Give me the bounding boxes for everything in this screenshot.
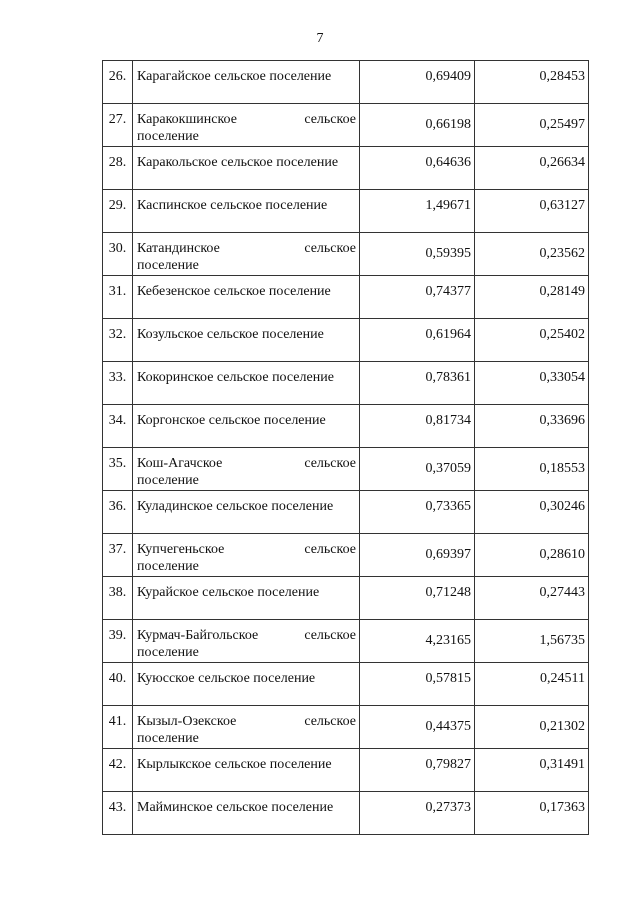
settlement-name: Кырлыкское сельское поселение	[133, 749, 360, 792]
row-number: 30.	[103, 233, 133, 276]
value-2: 0,23562	[475, 233, 589, 276]
table-row	[103, 749, 589, 792]
row-number: 39.	[103, 620, 133, 663]
row-number: 37.	[103, 534, 133, 577]
table-row	[103, 233, 589, 276]
table-row	[103, 620, 589, 663]
value-1: 0,74377	[360, 276, 475, 319]
settlement-name: Карагайское сельское поселение	[133, 61, 360, 104]
value-1: 0,27373	[360, 792, 475, 835]
settlement-name	[133, 534, 360, 577]
settlement-name-part: сельское	[304, 241, 356, 256]
value-2: 0,24511	[475, 663, 589, 706]
settlement-name: Майминское сельское поселение	[133, 792, 360, 835]
row-number: 34.	[103, 405, 133, 448]
table-row	[103, 405, 589, 448]
settlement-name-part: Кош-Агачское	[137, 456, 223, 471]
table-row	[103, 491, 589, 534]
row-number: 35.	[103, 448, 133, 491]
settlement-name: Куюсское сельское поселение	[133, 663, 360, 706]
value-1: 0,71248	[360, 577, 475, 620]
settlement-name-line: поселение	[137, 258, 199, 273]
settlement-name-part: Каракокшинское	[137, 112, 237, 127]
row-number: 33.	[103, 362, 133, 405]
settlement-name-line	[137, 111, 356, 128]
value-2: 0,28453	[475, 61, 589, 104]
row-number: 38.	[103, 577, 133, 620]
row-number: 40.	[103, 663, 133, 706]
settlement-name	[133, 233, 360, 276]
table-body	[103, 61, 589, 835]
table-row	[103, 663, 589, 706]
value-1: 0,57815	[360, 663, 475, 706]
settlement-name-line	[137, 627, 356, 644]
table-row	[103, 147, 589, 190]
value-1: 0,64636	[360, 147, 475, 190]
value-2: 1,56735	[475, 620, 589, 663]
settlement-name-part: сельское	[304, 112, 356, 127]
value-1: 0,44375	[360, 706, 475, 749]
settlement-name-part: Курмач-Байгольское	[137, 628, 259, 643]
settlement-name: Коргонское сельское поселение	[133, 405, 360, 448]
settlement-name-part: сельское	[304, 628, 356, 643]
settlement-name	[133, 104, 360, 147]
settlement-name: Кебезенское сельское поселение	[133, 276, 360, 319]
value-1: 0,66198	[360, 104, 475, 147]
settlement-name-line: поселение	[137, 129, 199, 144]
value-2: 0,17363	[475, 792, 589, 835]
settlement-name: Курайское сельское поселение	[133, 577, 360, 620]
table-row	[103, 104, 589, 147]
settlement-name-part: Катандинское	[137, 241, 220, 256]
value-2: 0,33696	[475, 405, 589, 448]
value-1: 0,78361	[360, 362, 475, 405]
row-number: 27.	[103, 104, 133, 147]
row-number: 41.	[103, 706, 133, 749]
row-number: 32.	[103, 319, 133, 362]
settlement-name-line	[137, 541, 356, 558]
row-number: 42.	[103, 749, 133, 792]
value-2: 0,33054	[475, 362, 589, 405]
value-1: 0,61964	[360, 319, 475, 362]
value-2: 0,31491	[475, 749, 589, 792]
value-1: 0,37059	[360, 448, 475, 491]
value-2: 0,30246	[475, 491, 589, 534]
page-number: 7	[316, 31, 324, 46]
settlement-name-line	[137, 713, 356, 730]
value-2: 0,63127	[475, 190, 589, 233]
settlement-name	[133, 620, 360, 663]
row-number: 43.	[103, 792, 133, 835]
value-1: 0,73365	[360, 491, 475, 534]
value-2: 0,27443	[475, 577, 589, 620]
table-row	[103, 706, 589, 749]
value-2: 0,25402	[475, 319, 589, 362]
settlement-name-part: сельское	[304, 714, 356, 729]
table-row	[103, 448, 589, 491]
value-1: 0,79827	[360, 749, 475, 792]
value-1: 0,69409	[360, 61, 475, 104]
settlement-name: Каракольское сельское поселение	[133, 147, 360, 190]
table-row	[103, 61, 589, 104]
table-row	[103, 577, 589, 620]
settlement-name: Козульское сельское поселение	[133, 319, 360, 362]
settlement-name-line	[137, 240, 356, 257]
row-number: 31.	[103, 276, 133, 319]
row-number: 28.	[103, 147, 133, 190]
row-number: 29.	[103, 190, 133, 233]
value-1: 1,49671	[360, 190, 475, 233]
settlement-name-line: поселение	[137, 473, 199, 488]
settlements-table	[102, 60, 589, 835]
value-1: 0,69397	[360, 534, 475, 577]
value-1: 0,59395	[360, 233, 475, 276]
value-2: 0,28149	[475, 276, 589, 319]
table-row	[103, 362, 589, 405]
settlement-name-part: Купчегеньское	[137, 542, 225, 557]
value-2: 0,28610	[475, 534, 589, 577]
settlement-name	[133, 706, 360, 749]
value-2: 0,26634	[475, 147, 589, 190]
value-2: 0,25497	[475, 104, 589, 147]
settlement-name: Каспинское сельское поселение	[133, 190, 360, 233]
row-number: 36.	[103, 491, 133, 534]
settlement-name: Куладинское сельское поселение	[133, 491, 360, 534]
settlement-name-line: поселение	[137, 559, 199, 574]
value-1: 0,81734	[360, 405, 475, 448]
settlement-name	[133, 448, 360, 491]
table-row	[103, 792, 589, 835]
value-2: 0,21302	[475, 706, 589, 749]
settlement-name: Кокоринское сельское поселение	[133, 362, 360, 405]
table-row	[103, 319, 589, 362]
settlement-name-part: сельское	[304, 542, 356, 557]
settlement-name-line: поселение	[137, 645, 199, 660]
value-2: 0,18553	[475, 448, 589, 491]
value-1: 4,23165	[360, 620, 475, 663]
table-row	[103, 534, 589, 577]
row-number: 26.	[103, 61, 133, 104]
settlement-name-part: Кызыл-Озекское	[137, 714, 237, 729]
settlement-name-part: сельское	[304, 456, 356, 471]
settlement-name-line	[137, 455, 356, 472]
table-row	[103, 276, 589, 319]
table-row	[103, 190, 589, 233]
settlement-name-line: поселение	[137, 731, 199, 746]
